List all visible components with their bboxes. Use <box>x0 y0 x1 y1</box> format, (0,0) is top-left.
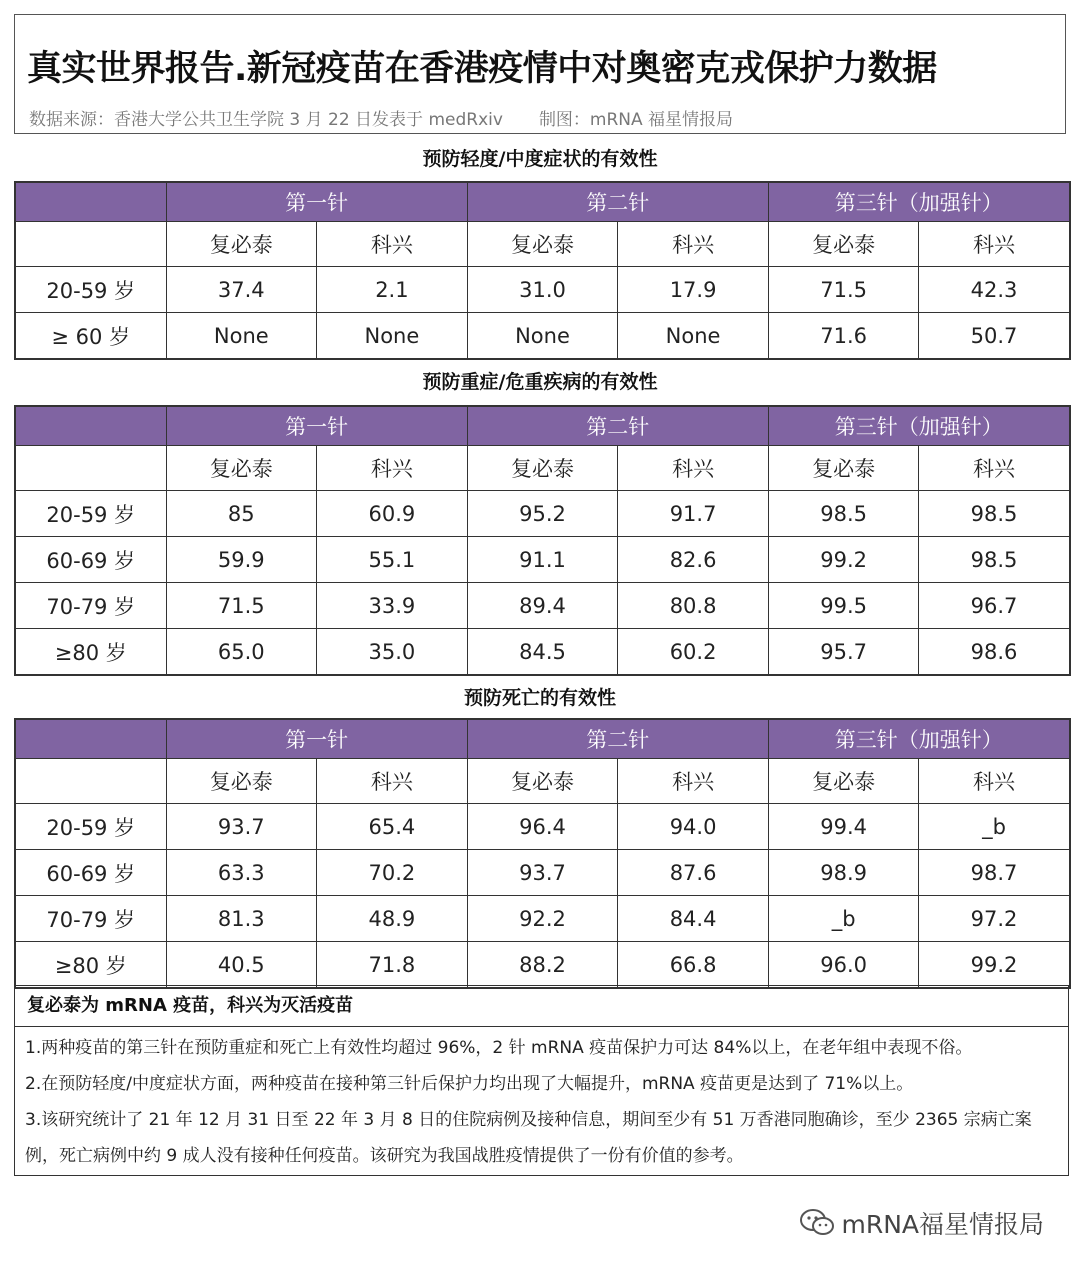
age-label: ≥80 岁 <box>15 629 166 676</box>
age-label: ≥80 岁 <box>15 942 166 989</box>
table-row <box>15 491 1070 537</box>
value-cell: 97.2 <box>919 896 1070 942</box>
value-cell: 98.6 <box>919 629 1070 676</box>
notes-box <box>14 985 1069 1176</box>
age-label: 20-59 岁 <box>15 804 166 850</box>
value-cell: 95.2 <box>467 491 618 537</box>
brand-sinovac: 科兴 <box>919 446 1070 491</box>
value-cell: 81.3 <box>166 896 317 942</box>
age-label: 60-69 岁 <box>15 537 166 583</box>
brand-sinovac: 科兴 <box>618 446 769 491</box>
value-cell: 94.0 <box>618 804 769 850</box>
table-3-title: 预防死亡的有效性 <box>463 687 616 709</box>
table-row <box>15 313 1070 360</box>
brand-pfizer: 复必泰 <box>768 222 919 267</box>
value-cell: 50.7 <box>919 313 1070 360</box>
value-cell: None <box>467 313 618 360</box>
value-cell: 60.9 <box>317 491 468 537</box>
value-cell: 2.1 <box>317 267 468 313</box>
table-row <box>15 629 1070 676</box>
brand-sinovac: 科兴 <box>317 446 468 491</box>
value-cell: None <box>618 313 769 360</box>
value-cell: 87.6 <box>618 850 769 896</box>
value-cell: 42.3 <box>919 267 1070 313</box>
brand-sinovac: 科兴 <box>919 222 1070 267</box>
table-severe <box>14 405 1071 676</box>
source-line <box>29 105 733 130</box>
value-cell: 59.9 <box>166 537 317 583</box>
age-label: 70-79 岁 <box>15 583 166 629</box>
chart-credit: 制图：mRNA 福星情报局 <box>538 110 734 130</box>
value-cell: 98.7 <box>919 850 1070 896</box>
table-row <box>15 583 1070 629</box>
dose-1-header: 第一针 <box>166 719 467 759</box>
dose-2-header: 第二针 <box>467 406 768 446</box>
value-cell: 85 <box>166 491 317 537</box>
table-row <box>15 942 1070 989</box>
value-cell: 96.0 <box>768 942 919 989</box>
table-row <box>15 896 1070 942</box>
brand-header-row <box>15 446 1070 491</box>
dose-2-header: 第二针 <box>467 182 768 222</box>
value-cell: 65.0 <box>166 629 317 676</box>
corner-cell <box>15 406 166 446</box>
age-label: 60-69 岁 <box>15 850 166 896</box>
dose-3-header: 第三针（加强针） <box>768 719 1069 759</box>
brand-pfizer: 复必泰 <box>166 446 317 491</box>
dose-1-header: 第一针 <box>166 182 467 222</box>
table-1-title: 预防轻度/中度症状的有效性 <box>422 148 658 170</box>
value-cell: _b <box>919 804 1070 850</box>
brand-pfizer: 复必泰 <box>166 222 317 267</box>
data-source: 数据来源：香港大学公共卫生学院 3 月 22 日发表于 medRxiv <box>29 110 503 130</box>
header-box <box>14 14 1066 134</box>
age-label: ≥ 60 岁 <box>15 313 166 360</box>
corner-cell <box>15 446 166 491</box>
brand-sinovac: 科兴 <box>618 759 769 804</box>
value-cell: 84.5 <box>467 629 618 676</box>
age-label: 70-79 岁 <box>15 896 166 942</box>
page-title: 真实世界报告.新冠疫苗在香港疫情中对奥密克戎保护力数据 <box>27 49 937 89</box>
value-cell: 91.1 <box>467 537 618 583</box>
value-cell: 92.2 <box>467 896 618 942</box>
value-cell: 99.5 <box>768 583 919 629</box>
brand-sinovac: 科兴 <box>919 759 1070 804</box>
value-cell: 96.7 <box>919 583 1070 629</box>
dose-3-header: 第三针（加强针） <box>768 406 1069 446</box>
brand-sinovac: 科兴 <box>317 759 468 804</box>
value-cell: 91.7 <box>618 491 769 537</box>
value-cell: 95.7 <box>768 629 919 676</box>
value-cell: None <box>166 313 317 360</box>
value-cell: 71.6 <box>768 313 919 360</box>
brand-pfizer: 复必泰 <box>166 759 317 804</box>
brand-pfizer: 复必泰 <box>768 446 919 491</box>
corner-cell <box>15 222 166 267</box>
value-cell: 88.2 <box>467 942 618 989</box>
value-cell: 93.7 <box>166 804 317 850</box>
dose-header-row <box>15 182 1070 222</box>
value-cell: 60.2 <box>618 629 769 676</box>
wechat-icon <box>799 1208 835 1238</box>
value-cell: 99.2 <box>919 942 1070 989</box>
dose-header-row <box>15 719 1070 759</box>
brand-pfizer: 复必泰 <box>467 446 618 491</box>
notes-heading: 复必泰为 mRNA 疫苗，科兴为灭活疫苗 <box>15 986 1068 1027</box>
value-cell: 63.3 <box>166 850 317 896</box>
watermark-text: mRNA福星情报局 <box>841 1210 1044 1239</box>
value-cell: 99.4 <box>768 804 919 850</box>
value-cell: 40.5 <box>166 942 317 989</box>
value-cell: 93.7 <box>467 850 618 896</box>
note-item: 2.在预防轻度/中度症状方面，两种疫苗在接种第三针后保护力均出现了大幅提升，mRNA 疫苗更是达到了 71%以上。 <box>25 1074 914 1094</box>
brand-header-row <box>15 222 1070 267</box>
value-cell: 96.4 <box>467 804 618 850</box>
value-cell: 89.4 <box>467 583 618 629</box>
value-cell: 84.4 <box>618 896 769 942</box>
corner-cell <box>15 759 166 804</box>
dose-1-header: 第一针 <box>166 406 467 446</box>
value-cell: 31.0 <box>467 267 618 313</box>
table-row <box>15 804 1070 850</box>
value-cell: 98.5 <box>919 537 1070 583</box>
value-cell: 48.9 <box>317 896 468 942</box>
age-label: 20-59 岁 <box>15 267 166 313</box>
value-cell: 55.1 <box>317 537 468 583</box>
value-cell: 80.8 <box>618 583 769 629</box>
watermark <box>799 1205 1044 1241</box>
value-cell: 66.8 <box>618 942 769 989</box>
table-row <box>15 850 1070 896</box>
value-cell: 98.5 <box>919 491 1070 537</box>
corner-cell <box>15 182 166 222</box>
value-cell: 71.5 <box>768 267 919 313</box>
value-cell: 33.9 <box>317 583 468 629</box>
value-cell: 17.9 <box>618 267 769 313</box>
note-item: 1.两种疫苗的第三针在预防重症和死亡上有效性均超过 96%，2 针 mRNA 疫苗保护力可达 84%以上，在老年组中表现不俗。 <box>25 1038 973 1058</box>
value-cell: 98.5 <box>768 491 919 537</box>
table-2-title: 预防重症/危重疾病的有效性 <box>422 371 658 393</box>
brand-pfizer: 复必泰 <box>467 759 618 804</box>
value-cell: _b <box>768 896 919 942</box>
value-cell: None <box>317 313 468 360</box>
value-cell: 37.4 <box>166 267 317 313</box>
value-cell: 71.8 <box>317 942 468 989</box>
brand-header-row <box>15 759 1070 804</box>
table-row <box>15 267 1070 313</box>
value-cell: 35.0 <box>317 629 468 676</box>
dose-3-header: 第三针（加强针） <box>768 182 1069 222</box>
value-cell: 71.5 <box>166 583 317 629</box>
value-cell: 65.4 <box>317 804 468 850</box>
brand-sinovac: 科兴 <box>317 222 468 267</box>
table-row <box>15 537 1070 583</box>
table-death <box>14 718 1071 989</box>
value-cell: 70.2 <box>317 850 468 896</box>
value-cell: 99.2 <box>768 537 919 583</box>
age-label: 20-59 岁 <box>15 491 166 537</box>
note-item: 3.该研究统计了 21 年 12 月 31 日至 22 年 3 月 8 日的住院病例及接种信息，期间至少有 51 万香港同胞确诊，至少 2365 宗病亡案例，死亡病例中约 9 成人没有接种任何疫苗。该研究为我国战胜疫情提供了一份有价值的参考。 <box>25 1110 1032 1166</box>
value-cell: 82.6 <box>618 537 769 583</box>
brand-pfizer: 复必泰 <box>768 759 919 804</box>
brand-pfizer: 复必泰 <box>467 222 618 267</box>
brand-sinovac: 科兴 <box>618 222 769 267</box>
table-mild-moderate <box>14 181 1071 360</box>
value-cell: 98.9 <box>768 850 919 896</box>
corner-cell <box>15 719 166 759</box>
dose-header-row <box>15 406 1070 446</box>
dose-2-header: 第二针 <box>467 719 768 759</box>
